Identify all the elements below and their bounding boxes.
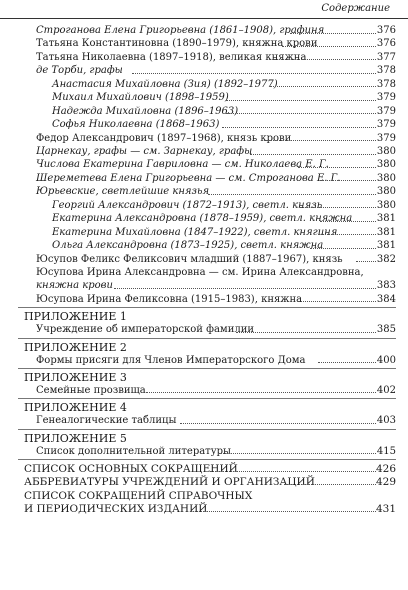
- leader-dots: [146, 391, 378, 393]
- toc-entry: [0, 24, 408, 39]
- entry-page: 377: [376, 51, 396, 66]
- toc-entry: [0, 199, 408, 214]
- entry-page: 380: [376, 145, 396, 160]
- entry-title: Учреждение об императорской фамилии: [36, 323, 256, 338]
- entry-title: И ПЕРИОДИЧЕСКИХ ИЗДАНИЙ: [24, 503, 208, 516]
- leader-dots: [320, 220, 378, 222]
- leader-dots: [270, 85, 378, 87]
- entry-title: Шереметева Елена Григорьевна — см. Строганова Е. Г.: [36, 172, 342, 187]
- entry-page: 426: [376, 462, 397, 475]
- leader-dots: [250, 153, 378, 155]
- entry-title: Юсупова Ирина Александровна — см. Ирина Александровна,: [36, 266, 366, 281]
- toc-entry: [0, 37, 408, 52]
- entry-title: Генеалогические таблицы: [36, 414, 178, 429]
- leader-dots: [290, 32, 378, 34]
- appendix-heading: ПРИЛОЖЕНИЕ 5: [24, 431, 127, 445]
- leader-dots: [356, 260, 378, 262]
- toc-entry: [0, 105, 408, 120]
- leader-dots: [284, 483, 378, 485]
- toc-entry: [0, 212, 408, 227]
- entry-page: 379: [376, 105, 396, 120]
- leader-dots: [320, 179, 378, 181]
- entry-page: 380: [376, 199, 396, 214]
- entry-title: Надежда Михайловна (1896–1963): [52, 105, 240, 120]
- entry-page: 379: [376, 118, 396, 133]
- toc-entry: [0, 132, 408, 147]
- appendix-heading: ПРИЛОЖЕНИЕ 1: [24, 310, 127, 324]
- entry-title: де Торби, графы: [36, 64, 125, 79]
- leader-dots: [274, 58, 378, 60]
- entry-page: 380: [376, 158, 396, 173]
- entry-page: 376: [376, 24, 396, 39]
- entry-title: Татьяна Константиновна (1890–1979), княжна крови: [36, 37, 319, 52]
- toc-entry: [0, 64, 408, 79]
- entry-page: 403: [376, 414, 396, 429]
- entry-page: 381: [376, 226, 396, 241]
- entry-page: 385: [376, 323, 396, 338]
- toc-entry: [0, 78, 408, 93]
- entry-title: Екатерина Михайловна (1847–1922), светл. княгиня: [52, 226, 339, 241]
- toc-entry: [0, 266, 408, 281]
- toc-entry: [0, 489, 408, 504]
- toc-entry: [0, 475, 408, 490]
- toc-entry: [0, 293, 408, 308]
- toc-entry: [0, 502, 408, 517]
- toc-entry: [0, 118, 408, 133]
- entry-page: 431: [376, 503, 397, 516]
- leader-dots: [282, 45, 378, 47]
- toc-entry: [0, 185, 408, 200]
- toc-entry: [0, 462, 408, 477]
- entry-title: Георгий Александрович (1872–1913), светл. князь: [52, 199, 324, 214]
- toc-entry: [0, 172, 408, 187]
- entry-title: Формы присяги для Членов Императорского Дома: [36, 354, 307, 369]
- header-title: Содержание: [321, 3, 390, 14]
- toc-entry: [0, 226, 408, 241]
- toc-entry: [0, 354, 408, 369]
- entry-page: 415: [376, 445, 396, 460]
- leader-dots: [298, 300, 378, 302]
- section-rule: [18, 429, 396, 430]
- entry-page: 379: [376, 132, 396, 147]
- entry-title: Список дополнительной литературы: [36, 445, 233, 460]
- header-rule: [0, 18, 408, 19]
- entry-page: 400: [376, 354, 396, 369]
- entry-title: Анастасия Михайловна (Зия) (1892–1977): [52, 78, 280, 93]
- leader-dots: [208, 193, 378, 195]
- entry-title: княжна крови: [36, 279, 115, 294]
- leader-dots: [300, 206, 378, 208]
- section-rule: [18, 398, 396, 399]
- entry-page: 383: [376, 279, 396, 294]
- leader-dots: [190, 510, 378, 512]
- section-rule: [18, 368, 396, 369]
- entry-title: Семейные прозвища: [36, 384, 148, 399]
- leader-dots: [114, 287, 378, 289]
- entry-page: 380: [376, 185, 396, 200]
- toc-entry: [0, 414, 408, 429]
- entry-title: Татьяна Николаевна (1897–1918), великая княжна: [36, 51, 308, 66]
- entry-title: Юрьевские, светлейшие князья: [36, 185, 211, 200]
- toc-entry: [0, 445, 408, 460]
- toc-entry: [0, 239, 408, 254]
- section-rule: [18, 307, 396, 308]
- entry-title: Строганова Елена Григорьевна (1861–1908), графиня: [36, 24, 326, 39]
- entry-page: 381: [376, 212, 396, 227]
- leader-dots: [226, 112, 378, 114]
- leader-dots: [298, 166, 378, 168]
- entry-title: СПИСОК ОСНОВНЫХ СОКРАЩЕНИЙ: [24, 462, 238, 475]
- entry-title: Юсупов Феликс Феликсович младший (1887–1967), князь: [36, 253, 345, 268]
- leader-dots: [236, 331, 378, 333]
- entry-title: Царнекау, графы — см. Зарнекау, графы: [36, 145, 254, 160]
- entry-page: 378: [376, 64, 396, 79]
- entry-title: Юсупова Ирина Феликсовна (1915–1983), княжна: [36, 293, 304, 308]
- leader-dots: [218, 452, 378, 454]
- entry-page: 380: [376, 172, 396, 187]
- entry-page: 379: [376, 91, 396, 106]
- appendix-heading: ПРИЛОЖЕНИЕ 4: [24, 401, 127, 415]
- leader-dots: [222, 126, 378, 128]
- appendix-heading: ПРИЛОЖЕНИЕ 3: [24, 370, 127, 384]
- toc-entry: [0, 158, 408, 173]
- leader-dots: [318, 361, 378, 363]
- entry-page: 378: [376, 78, 396, 93]
- entry-page: 402: [376, 384, 396, 399]
- appendix-heading: ПРИЛОЖЕНИЕ 2: [24, 340, 127, 354]
- entry-page: 381: [376, 239, 396, 254]
- leader-dots: [180, 422, 378, 424]
- entry-page: 384: [376, 293, 396, 308]
- leader-dots: [310, 247, 378, 249]
- leader-dots: [210, 470, 378, 472]
- entry-title: Числова Екатерина Гавриловна — см. Николаева Е. Г.: [36, 158, 331, 173]
- toc-entry: [0, 279, 408, 294]
- toc-entry: [0, 323, 408, 338]
- entry-title: Ольга Александровна (1873–1925), светл. княжна: [52, 239, 325, 254]
- entry-page: 429: [376, 476, 397, 489]
- running-header: [0, 0, 408, 20]
- entry-title: Екатерина Александровна (1878–1959), светл. княжна: [52, 212, 354, 227]
- section-rule: [18, 459, 396, 460]
- toc-entry: [0, 253, 408, 268]
- toc-entry: [0, 384, 408, 399]
- toc-entry: [0, 51, 408, 66]
- entry-title: Михаил Михайлович (1898–1959): [52, 91, 231, 106]
- section-rule: [18, 338, 396, 339]
- entry-page: 382: [376, 253, 396, 268]
- entry-title: АББРЕВИАТУРЫ УЧРЕЖДЕНИЙ И ОРГАНИЗАЦИЙ: [24, 476, 315, 489]
- leader-dots: [132, 72, 378, 74]
- toc-entry: [0, 91, 408, 106]
- leader-dots: [266, 139, 378, 141]
- leader-dots: [226, 99, 378, 101]
- toc-entry: [0, 145, 408, 160]
- entry-title: Софья Николаевна (1868–1963): [52, 118, 221, 133]
- entry-page: 376: [376, 37, 396, 52]
- entry-title: Федор Александрович (1897–1968), князь крови: [36, 132, 293, 147]
- leader-dots: [318, 233, 378, 235]
- entry-title: СПИСОК СОКРАЩЕНИЙ СПРАВОЧНЫХ: [24, 489, 253, 502]
